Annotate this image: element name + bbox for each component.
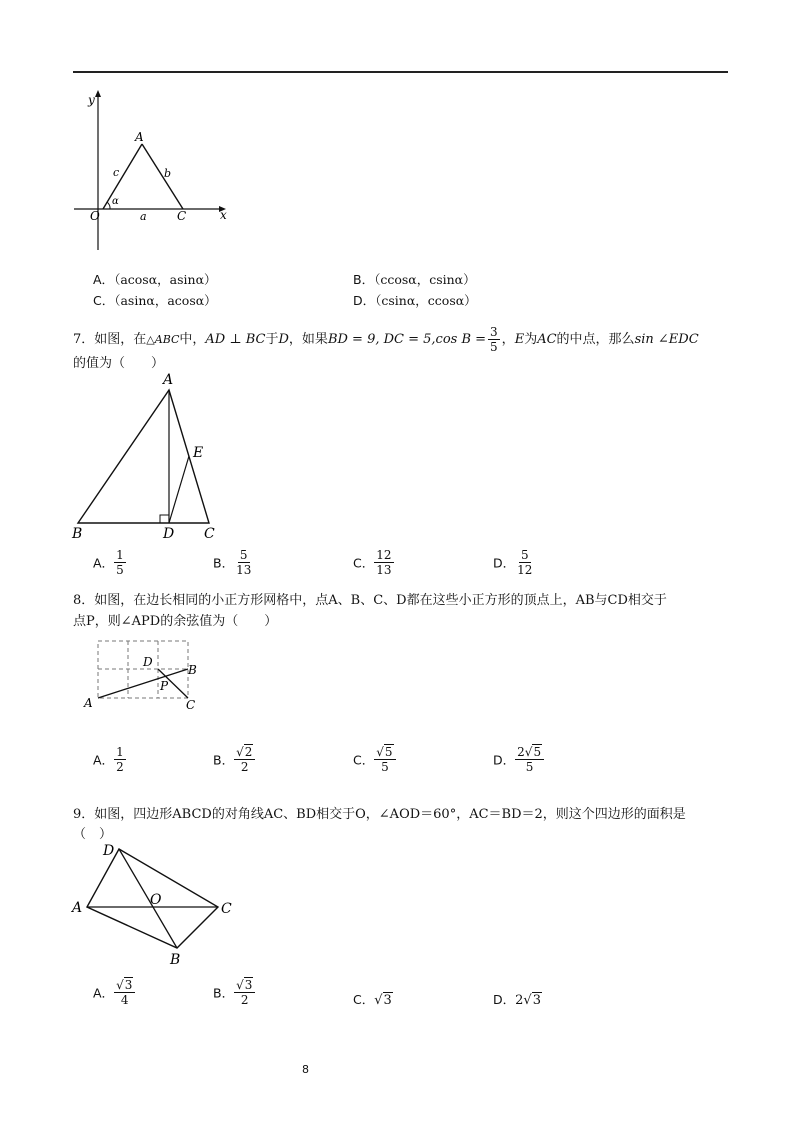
q7-option-d: D． $\frac{5}{12}$ xyxy=(493,548,533,577)
q7-segment-de xyxy=(169,456,189,523)
q8-option-a: A． $\frac{1}{2}$ xyxy=(93,745,124,774)
q8-option-c: C． $\frac{√5}{5}$ xyxy=(353,745,396,774)
q9-option-b: B． $\frac{√3}{2}$ xyxy=(213,978,255,1007)
q7-stem-line2: 的值为（ ） xyxy=(73,356,165,371)
q7-right-angle-mark xyxy=(160,515,169,523)
q8-label-B: B xyxy=(188,663,197,677)
q8-segment-ab xyxy=(98,669,188,698)
q6-option-b: B．（ccosα，csinα） xyxy=(353,272,476,287)
header-rule xyxy=(73,71,728,73)
q7-cos-fraction: $\frac{3}{5}$ xyxy=(490,325,498,354)
q9-label-C: C xyxy=(221,901,232,917)
q7-stem-line1: 7．如图，在△ABC中，AD ⊥ BC于D，如果BD = 9, DC = 5,cos B = $\frac{3}{5}$ ，E为AC的中点，那么sin ∠EDC xyxy=(73,325,699,354)
q9-stem-line1: 9．如图，四边形ABCD的对角线AC、BD相交于O，∠AOD＝60°，AC＝BD＝2，则这个四边形的面积是 xyxy=(73,807,686,822)
q6-label-y: y xyxy=(88,93,95,107)
q6-option-c: C．（asinα，acosα） xyxy=(93,293,217,308)
q6-label-A: A xyxy=(135,130,144,144)
q6-label-b: b xyxy=(164,167,172,180)
q6-option-a: A．（acosα，asinα） xyxy=(93,272,217,287)
q8-stem-line2: 点P，则∠APD的余弦值为（ ） xyxy=(73,614,278,629)
q6-figure xyxy=(70,88,235,258)
q7-option-a: A． $\frac{1}{5}$ xyxy=(93,548,124,577)
q9-option-a: A． $\frac{√3}{4}$ xyxy=(93,978,135,1007)
q9-label-O: O xyxy=(150,892,162,908)
q8-label-A: A xyxy=(84,696,93,710)
q9-option-d: D．2√3 xyxy=(493,992,541,1008)
q6-label-alpha: α xyxy=(112,196,119,207)
q9-label-B: B xyxy=(170,952,181,968)
q9-figure xyxy=(70,840,240,968)
q6-option-d: D．（csinα，ccosα） xyxy=(353,293,477,308)
q7-label-B: B xyxy=(72,526,83,542)
q6-angle-arc xyxy=(107,202,110,209)
q7-figure xyxy=(68,370,228,545)
q7-label-E: E xyxy=(193,445,204,461)
page-number: 8 xyxy=(302,1063,309,1076)
q6-label-a: a xyxy=(140,210,147,223)
q8-label-P: P xyxy=(160,679,169,693)
q8-option-b: B． $\frac{√2}{2}$ xyxy=(213,745,255,774)
q8-label-D: D xyxy=(143,655,153,669)
q8-grid xyxy=(98,641,188,698)
q6-label-c: c xyxy=(113,166,120,179)
q9-stem-line2: （ ） xyxy=(73,827,113,842)
q7-label-A: A xyxy=(163,372,174,388)
q6-label-x: x xyxy=(220,208,227,222)
q7-label-C: C xyxy=(204,526,215,542)
q7-label-D: D xyxy=(163,526,175,542)
q8-label-C: C xyxy=(186,698,196,712)
q6-y-arrow xyxy=(95,90,101,97)
q6-label-O: O xyxy=(90,209,100,223)
q6-side-c xyxy=(103,144,142,209)
q6-label-C: C xyxy=(177,209,187,223)
q9-option-c: C．√3 xyxy=(353,992,392,1008)
q8-stem-line1: 8．如图，在边长相同的小正方形网格中，点A、B、C、D都在这些小正方形的顶点上，AB与CD相交于 xyxy=(73,593,667,608)
q7-option-c: C． $\frac{12}{13}$ xyxy=(353,548,392,577)
q6-side-b xyxy=(142,144,183,209)
q9-diagonal-bd xyxy=(119,849,177,948)
q9-label-D: D xyxy=(103,843,115,859)
q9-label-A: A xyxy=(72,900,83,916)
q7-option-b: B． $\frac{5}{13}$ xyxy=(213,548,252,577)
q8-figure xyxy=(80,630,210,715)
q8-option-d: D． $\frac{2√5}{5}$ xyxy=(493,745,544,774)
